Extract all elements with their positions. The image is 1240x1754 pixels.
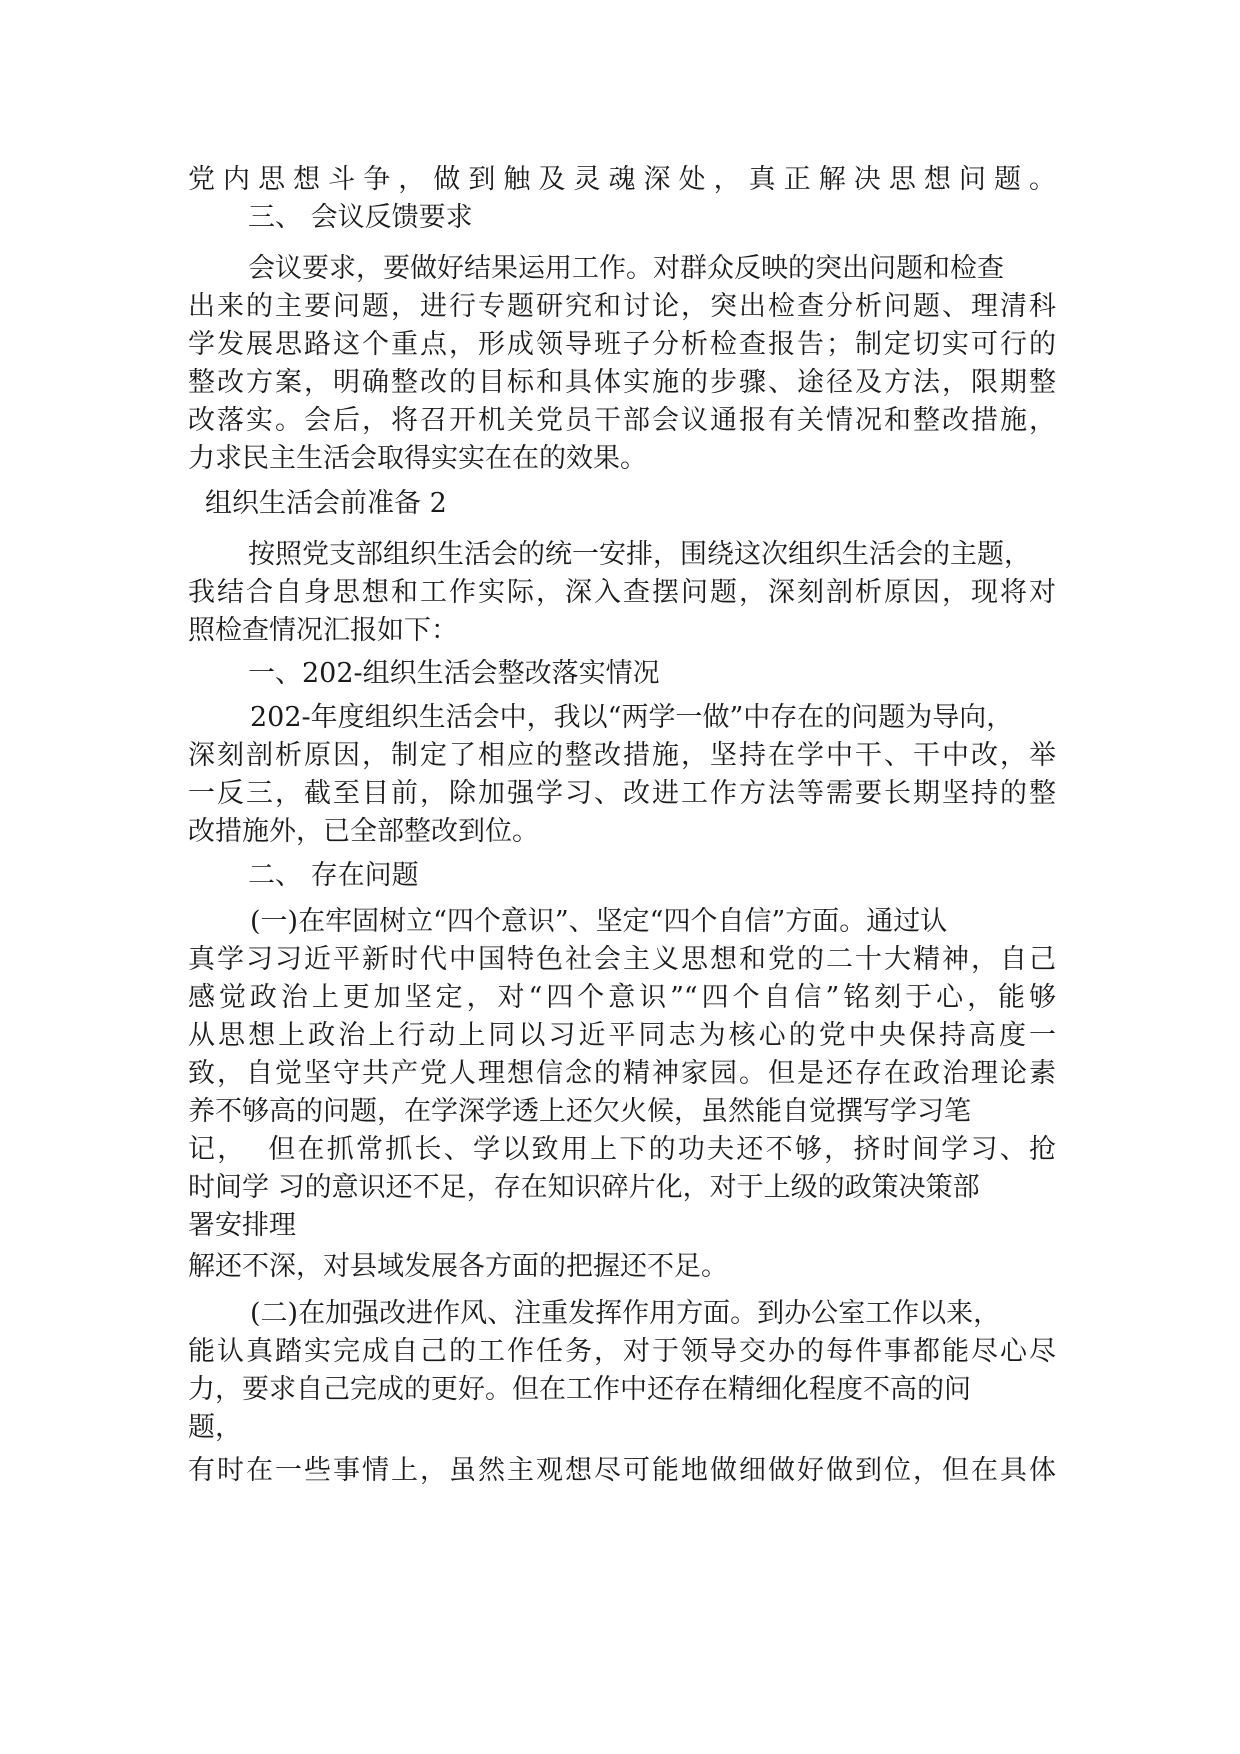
body-line: 整改方案，明确整改的目标和具体实施的步骤、途径及方法，限期整 [188, 367, 1056, 398]
body-line: 解还不深，对县域发展各方面的把握还不足。 [188, 1251, 728, 1282]
body-line: 我结合自身思想和工作实际，深入查摆问题，深刻剖析原因，现将对 [188, 577, 1056, 608]
document-subtitle: 组织生活会前准备 2 [205, 488, 447, 519]
body-line: 学发展思路这个重点，形成领导班子分析检查报告；制定切实可行的 [188, 329, 1056, 360]
body-line: (一)在牢固树立“四个意识”、坚定“四个自信”方面。通过认 [250, 906, 948, 937]
body-line: 一反三，截至目前，除加强学习、改进工作方法等需要长期坚持的整 [188, 778, 1056, 809]
body-line: 真学习习近平新时代中国特色社会主义思想和党的二十大精神，自己 [188, 944, 1056, 975]
body-line: 力求民主生活会取得实实在在的效果。 [188, 443, 647, 474]
body-line: 从思想上政治上行动上同以习近平同志为核心的党中央保持高度一 [188, 1020, 1056, 1051]
body-line: 能认真踏实完成自己的工作任务，对于领导交办的每件事都能尽心尽 [188, 1336, 1056, 1367]
body-line: 有时在一些事情上，虽然主观想尽可能地做细做好做到位，但在具体 [188, 1455, 1056, 1486]
section-heading: 二、 存在问题 [248, 860, 419, 891]
section-heading: 一、202-组织生活会整改落实情况 [248, 658, 660, 689]
body-line: 202-年度组织生活会中，我以“两学一做”中存在的问题为导向， [250, 702, 1014, 733]
body-line: 会议要求，要做好结果运用工作。对群众反映的突出问题和检查 [248, 253, 1004, 284]
body-line: 党内思想斗争，做到触及灵魂深处，真正解决思想问题。 [188, 164, 1056, 195]
body-line: 改措施外，已全部整改到位。 [188, 816, 539, 847]
body-line: 出来的主要问题，进行专题研究和讨论，突出检查分析问题、理清科 [188, 291, 1056, 322]
body-line: 照检查情况汇报如下： [188, 615, 458, 646]
body-line: 致，自觉坚守共产党人理想信念的精神家园。但是还存在政治理论素 [188, 1058, 1056, 1089]
body-line: 按照党支部组织生活会的统一安排，围绕这次组织生活会的主题， [248, 539, 1031, 570]
body-line: 署安排理 [188, 1210, 296, 1241]
body-line: 养不够高的问题，在学深学透上还欠火候，虽然能自觉撰写学习笔 [188, 1096, 971, 1127]
body-line: 时间学 习的意识还不足，存在知识碎片化，对于上级的政策决策部 [188, 1172, 980, 1203]
body-line: 题， [188, 1412, 242, 1443]
body-line: 记， 但在抓常抓长、学以致用上下的功夫还不够，挤时间学习、抢 [188, 1134, 1056, 1165]
section-heading: 三、 会议反馈要求 [248, 202, 473, 233]
body-line: 改落实。会后，将召开机关党员干部会议通报有关情况和整改措施， [188, 405, 1056, 436]
body-line: 感觉政治上更加坚定，对“四个意识”“四个自信”铭刻于心，能够 [188, 982, 1056, 1013]
body-line: (二)在加强改进作风、注重发挥作用方面。到办公室工作以来， [250, 1298, 1001, 1329]
body-line: 力，要求自己完成的更好。但在工作中还存在精细化程度不高的问 [188, 1374, 971, 1405]
body-line: 深刻剖析原因，制定了相应的整改措施，坚持在学中干、干中改，举 [188, 740, 1056, 771]
